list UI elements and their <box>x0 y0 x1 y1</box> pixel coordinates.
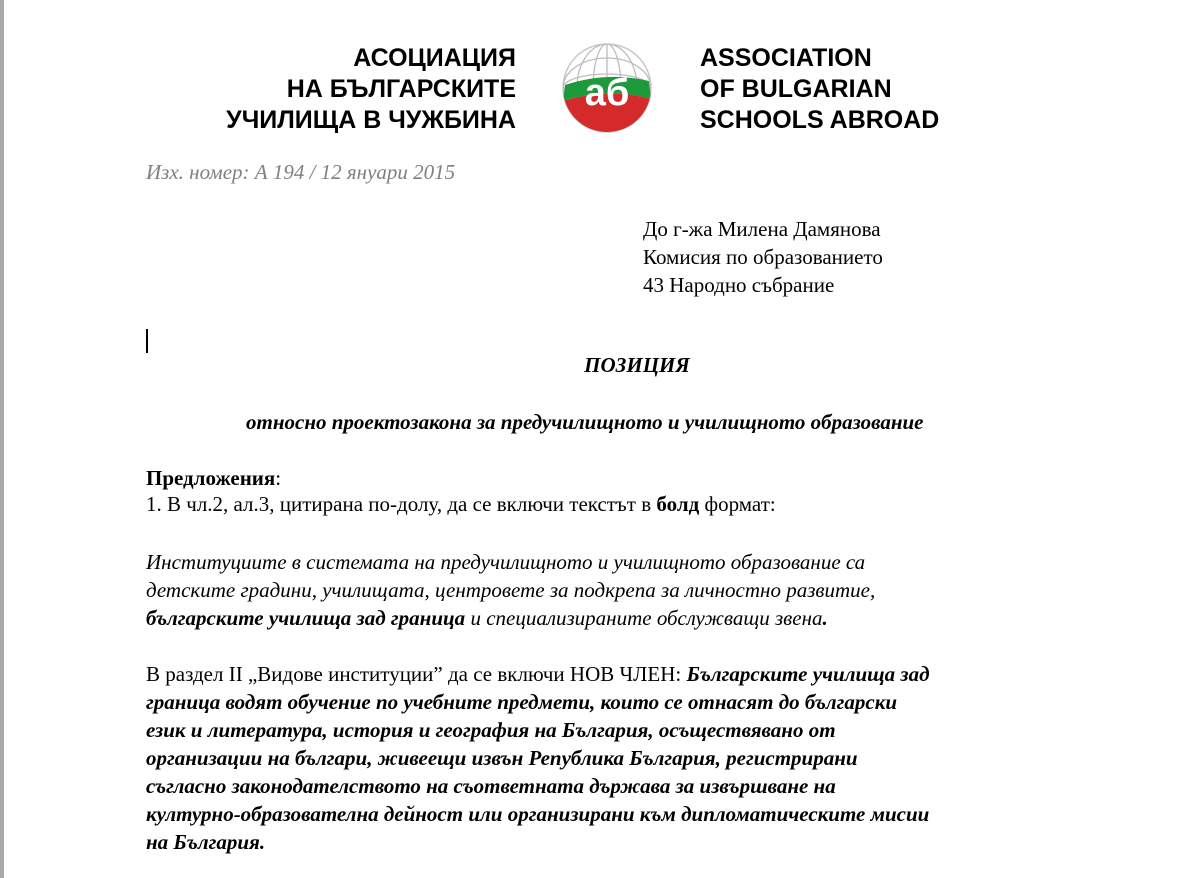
reference-number: Изх. номер: А 194 / 12 януари 2015 <box>146 160 456 184</box>
proposal-item-1-bold: болд <box>656 492 700 516</box>
new-article-line-6: културно-образователна дейност или организирани към дипломатическите мисии <box>146 802 930 826</box>
citation-bold-phrase: българските училища зад граница <box>146 606 466 630</box>
citation-line-3 <box>146 604 1066 632</box>
proposals-heading: Предложения <box>146 466 276 490</box>
document-title: ПОЗИЦИЯ <box>584 353 690 377</box>
association-name-en-line-2: OF BULGARIAN <box>700 75 892 103</box>
globe-logo-icon <box>559 41 655 135</box>
cited-article-text <box>146 548 1066 632</box>
page-left-border <box>0 0 4 878</box>
logo-letters: аб <box>584 72 630 114</box>
association-name-bg-line-1: АСОЦИАЦИЯ <box>353 44 516 72</box>
association-name-bg <box>200 43 516 136</box>
new-article-line-5: съгласно законодателството на съответната държава за извършване на <box>146 774 836 798</box>
new-article-intro: В раздел II „Видове институции” да се включи НОВ ЧЛЕН: <box>146 662 687 686</box>
citation-line-2: детските градини, училищата, центровете за подкрепа за личностно развитие, <box>146 578 876 602</box>
proposal-item-1-text: 1. В чл.2, ал.3, цитирана по-долу, да се включи текстът в <box>146 492 657 516</box>
new-article-bold-start: Българските училища зад <box>686 662 930 686</box>
citation-period: . <box>822 606 828 630</box>
proposal-item-1 <box>146 491 1066 517</box>
recipient-committee: Комисия по образованието <box>643 245 883 269</box>
association-name-en-line-3: SCHOOLS ABROAD <box>700 106 940 134</box>
association-name-bg-line-2: НА БЪЛГАРСКИТЕ <box>286 75 516 103</box>
new-article-line-7: на България. <box>146 830 266 854</box>
citation-line-3-rest: и специализираните обслужващи звена <box>465 606 823 630</box>
document-subtitle: относно проектозакона за предучилищното и училищното образование <box>246 410 924 434</box>
association-name-en <box>700 43 1000 136</box>
recipient-name: До г-жа Милена Дамянова <box>643 217 881 241</box>
new-article-line-2: граница водят обучение по учебните предмети, които се отнасят до български <box>146 690 898 714</box>
new-article-line-4: организации на българи, живеещи извън Република България, регистрирани <box>146 746 858 770</box>
citation-line-1: Институциите в системата на предучилищното и училищното образование са <box>146 550 866 574</box>
proposals-section <box>146 465 1066 517</box>
new-article-proposal <box>146 660 1066 856</box>
proposals-heading-line <box>146 465 1066 491</box>
recipient-parliament: 43 Народно събрание <box>643 273 835 297</box>
recipient-block <box>643 215 883 299</box>
text-cursor[interactable] <box>146 329 148 353</box>
new-article-line-3: език и литература, история и география на България, осъществявано от <box>146 718 836 742</box>
proposal-item-1-end: формат: <box>699 492 776 516</box>
proposals-heading-colon: : <box>275 466 282 490</box>
association-name-en-line-1: ASSOCIATION <box>700 44 872 72</box>
new-article-line-1 <box>146 660 1066 688</box>
association-name-bg-line-3: УЧИЛИЩА В ЧУЖБИНА <box>226 106 516 134</box>
